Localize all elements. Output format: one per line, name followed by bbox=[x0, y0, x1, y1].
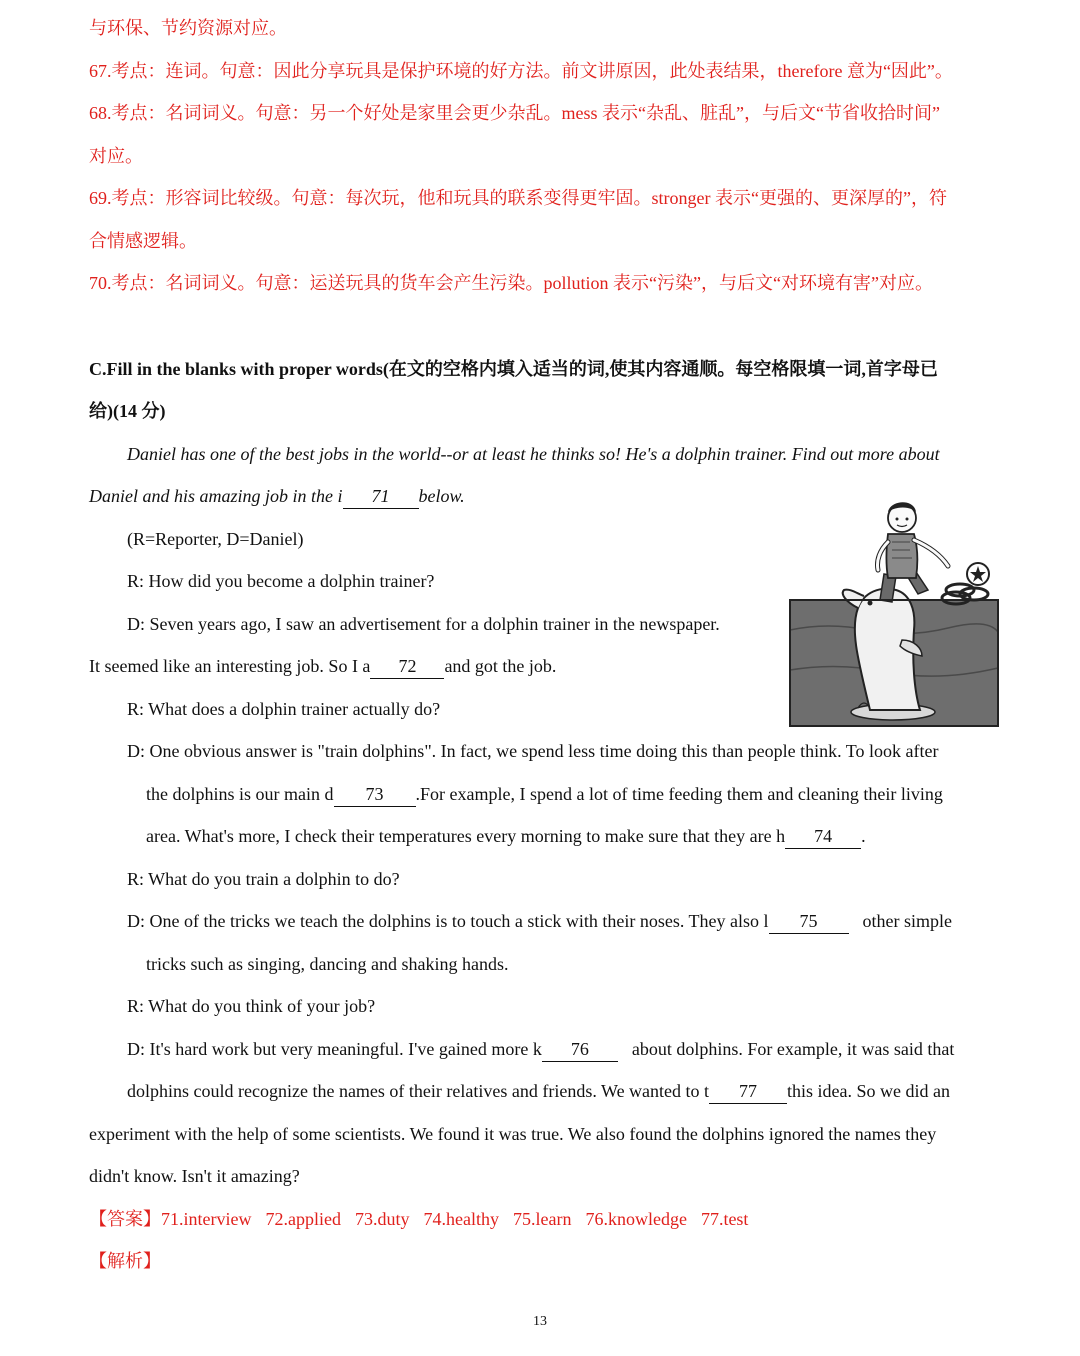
blank-75: 75 bbox=[769, 909, 849, 934]
text-span: . bbox=[861, 826, 866, 846]
explanation-line-1: 与环保、节约资源对应。 bbox=[89, 18, 287, 38]
answer-item: 73.duty bbox=[354, 1209, 410, 1229]
text-span: below. bbox=[418, 486, 465, 506]
text-span: other simple bbox=[862, 911, 953, 931]
answer-line bbox=[89, 1207, 748, 1231]
text-span: this idea. So we did an bbox=[787, 1081, 951, 1101]
text-span: D: One of the tricks we teach the dolphins is to touch a stick with their noses. They also l bbox=[127, 911, 769, 931]
answer-item: 77.test bbox=[700, 1209, 749, 1229]
page-number: 13 bbox=[533, 1314, 547, 1329]
daniel-answer-3 bbox=[127, 909, 952, 934]
blank-73: 73 bbox=[334, 782, 416, 807]
section-heading-cont: 给)(14 分) bbox=[89, 401, 166, 421]
daniel-answer-3-cont: tricks such as singing, dancing and shaking hands. bbox=[146, 954, 509, 974]
section-heading: C.Fill in the blanks with proper words(在文的空格内填入适当的词,使其内容通顺。每空格限填一词,首字母已 bbox=[89, 359, 938, 379]
reporter-question-2: R: What does a dolphin trainer actually do? bbox=[127, 699, 441, 719]
text-span: about dolphins. For example, it was said that bbox=[631, 1039, 955, 1059]
blank-71: 71 bbox=[343, 484, 419, 509]
explanation-line-7: 70.考点：名词词义。句意：运送玩具的货车会产生污染。pollution 表示“污染”，与后文“对环境有害”对应。 bbox=[89, 273, 933, 293]
passage-intro-cont bbox=[89, 484, 465, 509]
explanation-line-5: 69.考点：形容词比较级。句意：每次玩，他和玩具的联系变得更牢固。stronger 表示“更强的、更深厚的”，符 bbox=[89, 188, 947, 208]
daniel-answer-4-cont bbox=[127, 1079, 950, 1104]
daniel-answer-1-cont bbox=[89, 654, 556, 679]
reporter-question-4: R: What do you think of your job? bbox=[127, 996, 376, 1016]
answer-item: 75.learn bbox=[512, 1209, 572, 1229]
text-span: It seemed like an interesting job. So I a bbox=[89, 656, 371, 676]
blank-72: 72 bbox=[370, 654, 444, 679]
passage-intro: Daniel has one of the best jobs in the world--or at least he thinks so! He's a dolphin trainer. Find out more about bbox=[127, 444, 940, 464]
blank-76: 76 bbox=[542, 1037, 618, 1062]
text-span: and got the job. bbox=[444, 656, 557, 676]
answer-item: 74.healthy bbox=[423, 1209, 499, 1229]
analysis-tag: 【解析】 bbox=[89, 1251, 161, 1271]
explanation-line-6: 合情感逻辑。 bbox=[89, 231, 197, 251]
text-span: the dolphins is our main d bbox=[146, 784, 334, 804]
explanation-line-4: 对应。 bbox=[89, 146, 143, 166]
answer-tag: 【答案】 bbox=[89, 1209, 161, 1229]
text-span: D: It's hard work but very meaningful. I've gained more k bbox=[127, 1039, 542, 1059]
blank-77: 77 bbox=[709, 1079, 787, 1104]
answer-item: 72.applied bbox=[265, 1209, 341, 1229]
text-span: .For example, I spend a lot of time feeding them and cleaning their living bbox=[415, 784, 943, 804]
daniel-answer-2-cont bbox=[146, 782, 943, 807]
daniel-answer-2: D: One obvious answer is "train dolphins". In fact, we spend less time doing this than people think. To look after bbox=[127, 741, 939, 761]
reporter-question-3: R: What do you train a dolphin to do? bbox=[127, 869, 400, 889]
daniel-answer-4-cont2: experiment with the help of some scientists. We found it was true. We also found the dolphins ignored the names they bbox=[89, 1124, 937, 1144]
dolphin-trainer-illustration bbox=[788, 490, 1002, 730]
daniel-answer-1: D: Seven years ago, I saw an advertisement for a dolphin trainer in the newspaper. bbox=[127, 614, 720, 634]
answer-item: 76.knowledge bbox=[585, 1209, 687, 1229]
speaker-key: (R=Reporter, D=Daniel) bbox=[127, 529, 304, 549]
daniel-answer-4-cont3: didn't know. Isn't it amazing? bbox=[89, 1166, 300, 1186]
explanation-line-3: 68.考点：名词词义。句意：另一个好处是家里会更少杂乱。mess 表示“杂乱、脏乱”，与后文“节省收拾时间” bbox=[89, 103, 940, 123]
text-span: Daniel and his amazing job in the i bbox=[89, 486, 343, 506]
text-span: dolphins could recognize the names of their relatives and friends. We wanted to t bbox=[127, 1081, 710, 1101]
reporter-question-1: R: How did you become a dolphin trainer? bbox=[127, 571, 435, 591]
answer-item: 71.interview bbox=[161, 1209, 252, 1229]
daniel-answer-2-cont2 bbox=[146, 824, 866, 849]
text-span: area. What's more, I check their temperatures every morning to make sure that they are h bbox=[146, 826, 786, 846]
explanation-line-2: 67.考点：连词。句意：因此分享玩具是保护环境的好方法。前文讲原因，此处表结果，therefore 意为“因此”。 bbox=[89, 61, 953, 81]
daniel-answer-4 bbox=[127, 1037, 954, 1062]
blank-74: 74 bbox=[785, 824, 861, 849]
